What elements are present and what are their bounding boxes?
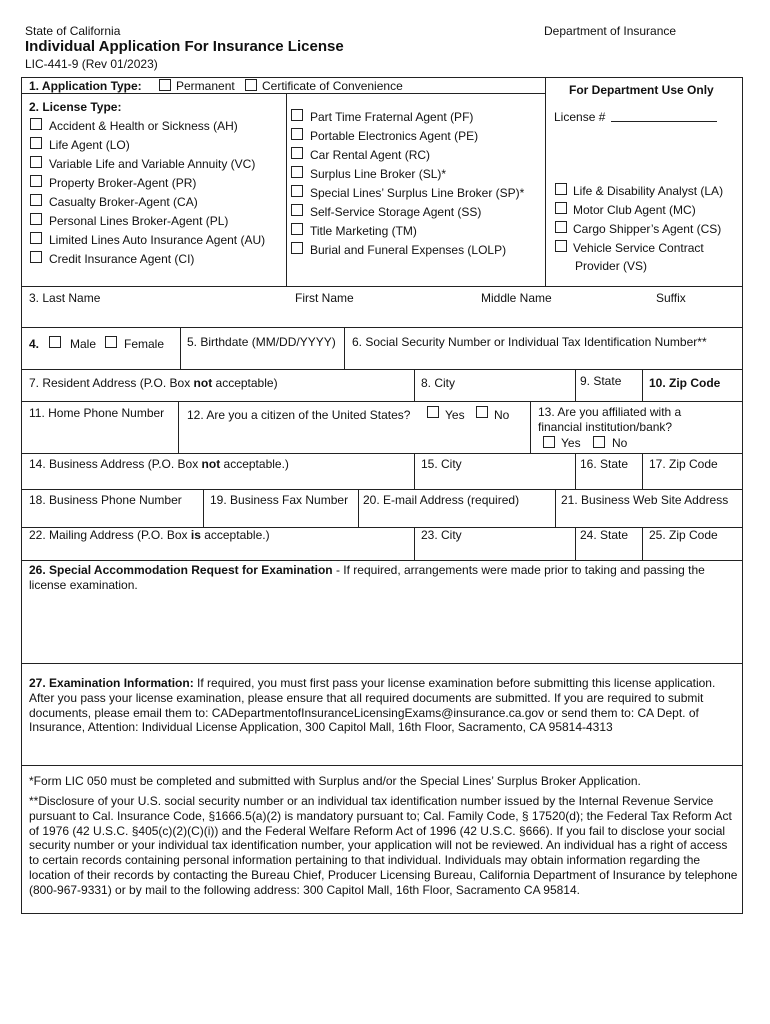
license-ca-checkbox[interactable] [30,194,42,206]
license-la-checkbox[interactable] [555,183,567,195]
note-lic050: *Form LIC 050 must be completed and submitted with Surplus and/or the Special Lines’ Surplus Broker Application. [29,774,641,788]
license-vs-checkbox[interactable] [555,240,567,252]
affiliated-no-checkbox[interactable] [593,436,605,448]
email-label: 20. E-mail Address (required) [363,493,520,507]
license-pl-checkbox[interactable] [30,213,42,225]
affiliated-yes-checkbox[interactable] [543,436,555,448]
license-tm-label: Title Marketing (TM) [310,224,417,238]
female-label: Female [124,337,165,351]
license-ah-label: Accident & Health or Sickness (AH) [49,119,238,133]
affiliated-yes-label: Yes [561,436,581,450]
resident-city-label: 8. City [421,376,456,390]
license-pe-checkbox[interactable] [291,128,303,140]
suffix-label: Suffix [656,291,686,305]
note-ssn-disclosure: **Disclosure of your U.S. social security number or an individual tax identification number issued by the Internal Revenue Service pursuant to Cal. Insurance Code, §1666.5(a)(2) is mandatory pursuant to; Cal. Family Code, § 17520(d); the Federal Tax Reform Act of 1976 (42 U.S.C. §405(c)(2)(C)(i)) and the Federal Welfare Reform Act of 1996 (42 U.S.C. §666). If you fail to disclose your social security number or your individual tax identification number, your application will not be reviewed. An individual has a right of access to certain records containing personal information pertaining to that individual. Individuals may obtain information regarding the location of their records by contacting the Bureau Chief, Producer Licensing Bureau, California Department of Insurance by telephone (800-967-9331) or by mail to the following address: 300 Capitol Mall, 16th Floor, Sacramento CA 95814. [29,794,738,897]
license-cs-label: Cargo Shipper’s Agent (CS) [573,222,722,236]
license-pr-checkbox[interactable] [30,175,42,187]
license-mc-checkbox[interactable] [555,202,567,214]
license-ca-label: Casualty Broker-Agent (CA) [49,195,198,209]
mailing-address-label: 22. Mailing Address (P.O. Box is acceptable.) [29,528,270,542]
resident-zip-label: 10. Zip Code [649,376,721,390]
license-vc-checkbox[interactable] [30,156,42,168]
license-sp-label: Special Lines’ Surplus Line Broker (SP)* [310,186,525,200]
certificate-of-convenience-checkbox[interactable] [245,79,257,91]
male-checkbox[interactable] [49,336,61,348]
certificate-of-convenience-label: Certificate of Convenience [262,79,403,93]
resident-state-label: 9. State [580,374,622,388]
affiliated-no-label: No [612,436,628,450]
license-ss-checkbox[interactable] [291,204,303,216]
citizen-yes-label: Yes [445,408,465,422]
application-type-label: 1. Application Type: [29,79,142,93]
license-sp-checkbox[interactable] [291,185,303,197]
business-state-label: 16. State [580,457,629,471]
mailing-zip-label: 25. Zip Code [649,528,718,542]
business-zip-label: 17. Zip Code [649,457,718,471]
ssn-label: 6. Social Security Number or Individual Tax Identification Number** [352,335,707,349]
business-city-label: 15. City [421,457,462,471]
license-lolp-label: Burial and Funeral Expenses (LOLP) [310,243,507,257]
license-vc-label: Variable Life and Variable Annuity (VC) [49,157,256,171]
business-fax-label: 19. Business Fax Number [210,493,349,507]
business-address-label: 14. Business Address (P.O. Box not acceptable.) [29,457,289,471]
license-number-line [611,121,717,122]
middle-name-label: Middle Name [481,291,552,305]
license-pf-checkbox[interactable] [291,109,303,121]
home-phone-label: 11. Home Phone Number [29,406,165,420]
license-number-label: License # [554,110,606,124]
citizen-no-checkbox[interactable] [476,406,488,418]
license-lo-label: Life Agent (LO) [49,138,130,152]
license-vs-label: Vehicle Service Contract [573,241,704,255]
first-name-label: First Name [295,291,354,305]
gender-number: 4. [29,337,40,351]
citizen-label: 12. Are you a citizen of the United States? [187,408,411,422]
license-au-checkbox[interactable] [30,232,42,244]
department-label: Department of Insurance [544,24,677,38]
license-sl-label: Surplus Line Broker (SL)* [310,167,447,181]
license-type-label: 2. License Type: [29,100,122,114]
special-accommodation-input[interactable] [22,596,742,662]
mailing-city-label: 23. City [421,528,462,542]
last-name-label: 3. Last Name [29,291,101,305]
license-sl-checkbox[interactable] [291,166,303,178]
license-ci-checkbox[interactable] [30,251,42,263]
license-pf-label: Part Time Fraternal Agent (PF) [310,110,474,124]
license-au-label: Limited Lines Auto Insurance Agent (AU) [49,233,266,247]
state-label: State of California [25,24,121,38]
dept-use-title: For Department Use Only [569,83,714,97]
license-ah-checkbox[interactable] [30,118,42,130]
form-title: Individual Application For Insurance License [25,38,344,55]
license-lolp-checkbox[interactable] [291,242,303,254]
permanent-label: Permanent [176,79,235,93]
mailing-state-label: 24. State [580,528,629,542]
female-checkbox[interactable] [105,336,117,348]
license-pr-label: Property Broker-Agent (PR) [49,176,197,190]
affiliated-label-cont: financial institution/bank? [538,420,673,434]
license-ss-label: Self-Service Storage Agent (SS) [310,205,482,219]
license-pl-label: Personal Lines Broker-Agent (PL) [49,214,229,228]
form-number: LIC-441-9 (Rev 01/2023) [25,57,158,71]
business-phone-label: 18. Business Phone Number [29,493,182,507]
license-lo-checkbox[interactable] [30,137,42,149]
license-rc-label: Car Rental Agent (RC) [310,148,431,162]
license-pe-label: Portable Electronics Agent (PE) [310,129,479,143]
resident-address-label: 7. Resident Address (P.O. Box not acceptable) [29,376,278,390]
license-tm-checkbox[interactable] [291,223,303,235]
affiliated-label: 13. Are you affiliated with a [538,405,682,419]
license-mc-label: Motor Club Agent (MC) [573,203,696,217]
citizen-yes-checkbox[interactable] [427,406,439,418]
name-input-area[interactable] [22,306,742,326]
male-label: Male [70,337,97,351]
citizen-no-label: No [494,408,510,422]
special-accommodation-text: 26. Special Accommodation Request for Examination - If required, arrangements were made prior to taking and passing the license examination. [29,563,705,592]
license-rc-checkbox[interactable] [291,147,303,159]
license-la-label: Life & Disability Analyst (LA) [573,184,724,198]
license-ci-label: Credit Insurance Agent (CI) [49,252,195,266]
license-cs-checkbox[interactable] [555,221,567,233]
license-vs-label-cont: Provider (VS) [575,259,648,273]
permanent-checkbox[interactable] [159,79,171,91]
exam-information-text: 27. Examination Information: If required, you must first pass your license examination before submitting this license application. After you pass your license examination, please ensure that all required documents are submitted. If you are required to submit documents, please email them to: CADepartmentofInsuranceLicensingExams@insurance.ca.gov or send them to: CA Dept. of Insurance, Attention: Individual License Application, 300 Capitol Mall, 16th Floor, Sacramento, CA 95814-4313 [29,676,716,735]
birthdate-label: 5. Birthdate (MM/DD/YYYY) [187,335,336,349]
website-label: 21. Business Web Site Address [561,493,729,507]
